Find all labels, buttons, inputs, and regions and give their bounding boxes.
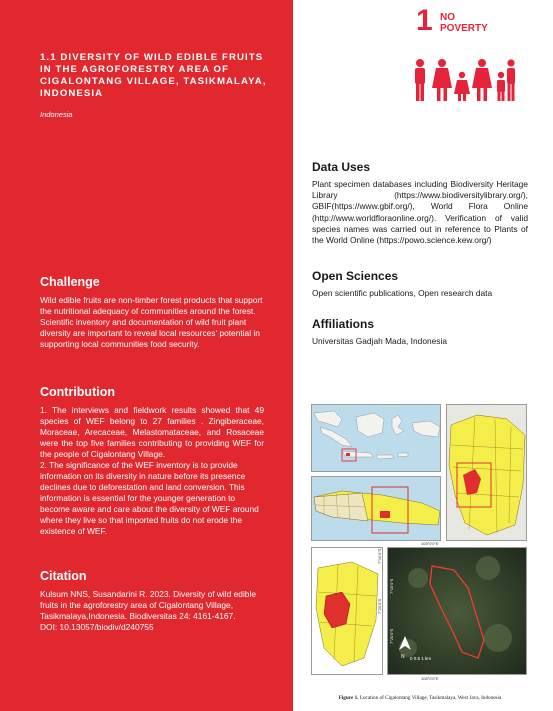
affiliations-heading: Affiliations (312, 317, 374, 331)
affiliations-section (312, 317, 528, 347)
open-sciences-section (312, 269, 528, 299)
map-java-island (311, 476, 441, 541)
north-arrow-icon (398, 636, 412, 654)
challenge-heading: Challenge (40, 275, 100, 289)
contribution-heading: Contribution (40, 385, 115, 399)
latitude-label-1: 7°15'0"S (377, 548, 382, 564)
open-sciences-heading: Open Sciences (312, 269, 399, 283)
west-java-map-graphic (447, 405, 527, 541)
open-sciences-text: Open scientific publications, Open research data (312, 288, 493, 298)
family-icon (412, 58, 516, 102)
latitude-label-3: 7°15'0"S (389, 578, 394, 594)
affiliations-text: Universitas Gadjah Mada, Indonesia (312, 336, 448, 346)
page-title: 1.1 DIVERSITY OF WILD EDIBLE FRUITS IN THE AGROFORESTRY AREA OF CIGALONTANG VILLAGE, TASIKMALAYA, INDONESIA (40, 52, 267, 99)
citation-text: Kulsum NNS, Susandarini R. 2023. Diversity of wild edible fruits in the agroforestry area of Cigalontang Village, Tasikmalaya,Indonesia. Biodiversitas 24: 4161-4167. (40, 589, 256, 621)
figure-caption-bold: Figure 1. (338, 695, 359, 701)
contribution-point-1: 1. The interviews and fieldwork results showed that 49 species of WEF belong to 27 families . Zingiberaceae, Moraceae, Arecaceae, Melastomataceae, and Rosaceae were the top five families contributing to providing WEF for the people of Cigalontang Village. (40, 405, 264, 459)
challenge-text: Wild edible fruits are non-timber forest products that support the nutritional adequacy of communities around the forest. Scientific inventory and documentation of wild fruit plant diversity are important to reveal local resources' potential in supporting local communities food security. (40, 295, 263, 349)
longitude-label-top: 108°0'0"E (421, 541, 439, 546)
sdg-number: 1 (416, 4, 433, 37)
figure-caption-text: Location of Cigalontang Village, Tasikmalaya, West Java, Indonesia (358, 695, 502, 701)
data-uses-heading: Data Uses (312, 160, 371, 174)
sdg-badge (410, 6, 520, 106)
latitude-label-4: 7°20'0"S (389, 628, 394, 644)
sdg-label (440, 12, 488, 34)
indonesia-map-graphic (312, 405, 441, 472)
contribution-point-2: 2. The significance of the WEF inventory is to provide information on its diversity in nature before its presence declines due to deforestation and land conversion. This information is essential for the younger generation to become aware and care about the diversity of WEF around where they live so that imported fruits do not erode the existence of WEF. (40, 460, 259, 536)
citation-section (40, 569, 264, 633)
location-figure (311, 404, 527, 696)
map-west-java (446, 404, 527, 541)
location-label: Indonesia (40, 110, 73, 119)
citation-heading: Citation (40, 569, 87, 583)
data-uses-text: Plant specimen databases including Biodiversity Heritage Library (https://www.biodiversitylibrary.org/), GBIF(https://www.gbif.org/), World Flora Online (http://www.worldfloraonline.org/). Verification of valid species names was carried out in reference to Plants of the World Online (https://powo.science.kew.org/) (312, 179, 528, 246)
longitude-label-bottom: 108°0'0"E (421, 676, 439, 681)
figure-caption (312, 695, 528, 701)
java-map-graphic (312, 477, 441, 541)
sdg-label-line1: NO (440, 12, 455, 23)
data-uses-section (312, 160, 528, 246)
satellite-map-graphic (388, 548, 527, 675)
contribution-section (40, 385, 264, 537)
latitude-label-2: 7°20'0"S (377, 598, 382, 614)
map-satellite-village (387, 547, 527, 675)
challenge-section (40, 275, 264, 350)
map-indonesia-overview (311, 404, 441, 472)
sdg-label-line2: POVERTY (440, 23, 488, 34)
map-tasikmalaya (311, 547, 383, 675)
scale-bar-label: 0 0.5 1 km (410, 656, 432, 661)
citation-doi[interactable]: DOI: 10.13057/biodiv/d240755 (40, 622, 154, 632)
north-label: N (401, 654, 405, 660)
tasikmalaya-map-graphic (312, 548, 383, 675)
